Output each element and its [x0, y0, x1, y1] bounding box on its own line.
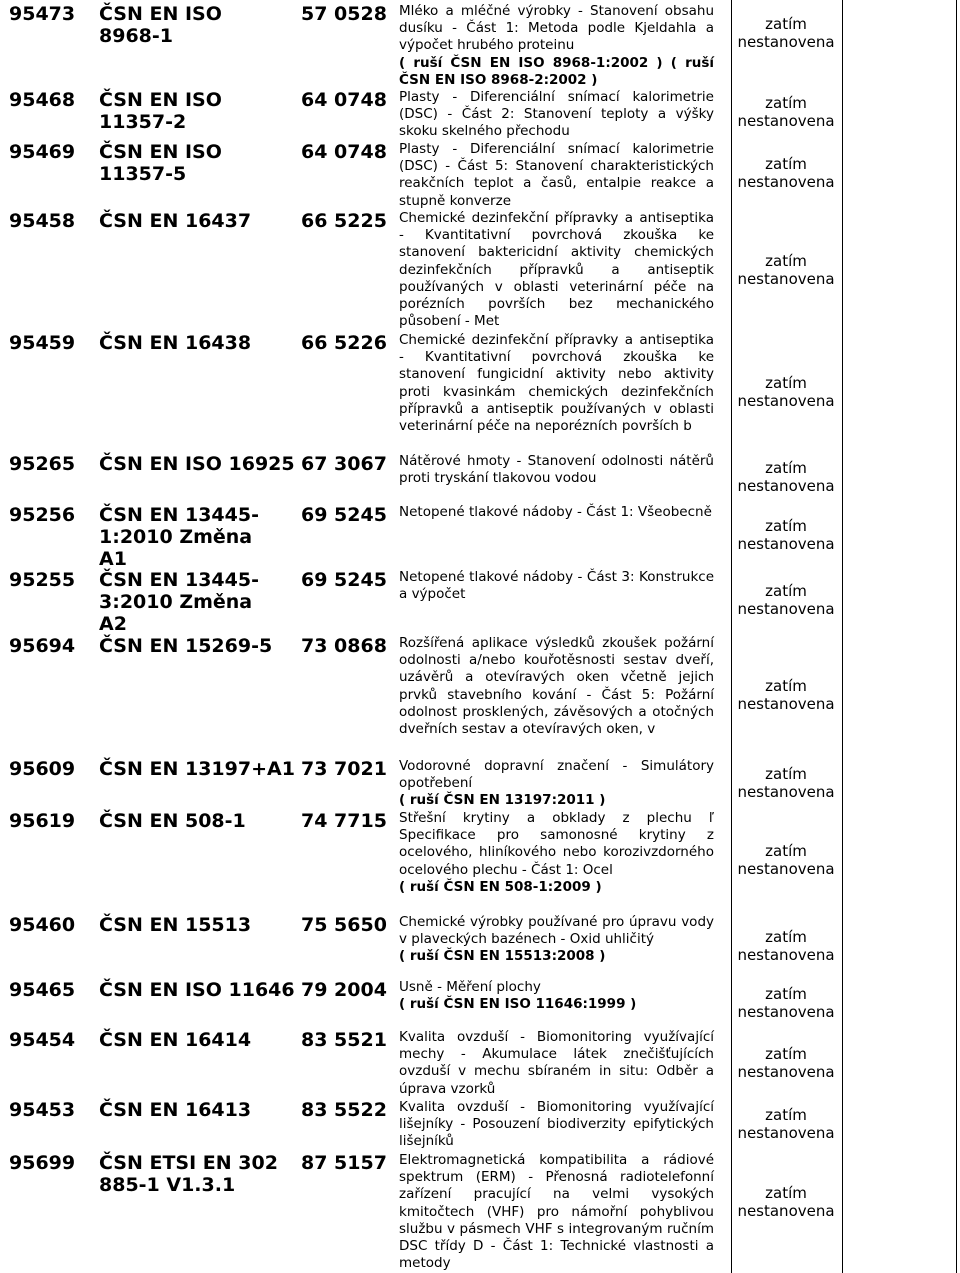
row-id: 95255 — [9, 569, 76, 591]
standard-title — [399, 1029, 714, 1098]
standard-number: ČSN EN ISO 16925 — [99, 453, 295, 475]
status-cell — [731, 15, 841, 51]
status-text: zatím nestanovena — [737, 677, 835, 713]
title-text: Chemické dezinfekční přípravky a antiseptika - Kvantitativní povrchová zkouška ke stanovení fungicidní aktivity nebo aktivity proti kvasinkám chemických dezinfekčních přípravků a antiseptik používaných v oblasti veterinární péče na neporézních površích b — [399, 332, 714, 435]
status-text: zatím nestanovena — [737, 15, 835, 51]
standard-title — [399, 504, 714, 521]
row-id: 95694 — [9, 635, 76, 657]
status-text: zatím nestanovena — [737, 1045, 835, 1081]
status-text: zatím nestanovena — [737, 459, 835, 495]
title-text: Vodorovné dopravní značení - Simulátory opotřebení — [399, 758, 714, 792]
replaces-text: ( ruší ČSN EN 15513:2008 ) — [399, 948, 606, 965]
row-id: 95460 — [9, 914, 76, 936]
row-id: 95256 — [9, 504, 76, 526]
row-id: 95468 — [9, 89, 76, 111]
standard-number: ČSN EN 16414 — [99, 1029, 252, 1051]
standard-title — [399, 1099, 714, 1151]
title-text: Chemické dezinfekční přípravky a antiseptika - Kvantitativní povrchová zkouška ke stanovení baktericidní aktivity chemických dezinfekčních přípravků a antiseptik používaných v oblasti veterinární péče na porézních površích bez mechanického působení - Met — [399, 210, 714, 330]
standard-number: ČSN EN 13197+A1 — [99, 758, 295, 780]
title-text: Netopené tlakové nádoby - Část 3: Konstrukce a výpočet — [399, 569, 714, 603]
standard-title — [399, 979, 714, 1013]
standard-title — [399, 89, 714, 141]
table-right-border — [956, 0, 957, 1273]
row-id: 95458 — [9, 210, 76, 232]
standard-title — [399, 1152, 714, 1272]
standard-title — [399, 141, 714, 210]
status-cell — [731, 459, 841, 495]
status-cell — [731, 1184, 841, 1220]
status-text: zatím nestanovena — [737, 928, 835, 964]
status-cell — [731, 252, 841, 288]
classification-code: 66 5226 — [301, 332, 387, 354]
classification-code: 69 5245 — [301, 504, 387, 526]
status-text: zatím nestanovena — [737, 1106, 835, 1142]
standard-number: ČSN EN ISO 11646 — [99, 979, 295, 1001]
title-text: Mléko a mléčné výrobky - Stanovení obsahu dusíku - Část 1: Metoda podle Kjeldahla a výpočet hrubého proteinu — [399, 3, 714, 54]
status-cell — [731, 842, 841, 878]
status-cell — [731, 517, 841, 553]
standard-title — [399, 758, 714, 810]
row-id: 95454 — [9, 1029, 76, 1051]
row-id: 95473 — [9, 3, 76, 25]
status-text: zatím nestanovena — [737, 374, 835, 410]
standard-number: ČSN EN ISO 11357-2 — [99, 89, 222, 133]
row-id: 95265 — [9, 453, 76, 475]
standard-number: ČSN EN 15513 — [99, 914, 252, 936]
classification-code: 57 0528 — [301, 3, 387, 25]
standard-title — [399, 810, 714, 896]
title-text: Plasty - Diferenciální snímací kalorimetrie (DSC) - Část 2: Stanovení teploty a výšky skoku skelného přechodu — [399, 89, 714, 140]
status-text: zatím nestanovena — [737, 517, 835, 553]
classification-code: 74 7715 — [301, 810, 387, 832]
standard-title — [399, 332, 714, 435]
replaces-text: ( ruší ČSN EN ISO 11646:1999 ) — [399, 996, 637, 1013]
status-cell — [731, 677, 841, 713]
standard-number: ČSN EN 13445-1:2010 Změna A1 — [99, 504, 259, 570]
standard-number: ČSN EN 508-1 — [99, 810, 246, 832]
standard-number: ČSN EN 13445-3:2010 Změna A2 — [99, 569, 259, 635]
status-cell — [731, 928, 841, 964]
classification-code: 73 0868 — [301, 635, 387, 657]
title-text: Netopené tlakové nádoby - Část 1: Všeobecně — [399, 504, 712, 520]
title-text: Nátěrové hmoty - Stanovení odolnosti nátěrů proti tryskání tlakovou vodou — [399, 453, 714, 487]
row-id: 95453 — [9, 1099, 76, 1121]
classification-code: 83 5521 — [301, 1029, 387, 1051]
classification-code: 66 5225 — [301, 210, 387, 232]
standard-number: ČSN EN ISO 11357-5 — [99, 141, 222, 185]
standard-title — [399, 453, 714, 487]
standard-number: ČSN EN 16413 — [99, 1099, 252, 1121]
status-cell — [731, 765, 841, 801]
classification-code: 75 5650 — [301, 914, 387, 936]
status-text: zatím nestanovena — [737, 842, 835, 878]
classification-code: 87 5157 — [301, 1152, 387, 1174]
standard-number: ČSN EN 16438 — [99, 332, 252, 354]
row-id: 95699 — [9, 1152, 76, 1174]
status-text: zatím nestanovena — [737, 155, 835, 191]
status-cell — [731, 1045, 841, 1081]
title-text: Kvalita ovzduší - Biomonitoring využívající mechy - Akumulace látek znečišťujících ovzduší v mechu sbíraném in situ: Odběr a úprava vzorků — [399, 1029, 714, 1097]
classification-code: 64 0748 — [301, 141, 387, 163]
classification-code: 83 5522 — [301, 1099, 387, 1121]
status-text: zatím nestanovena — [737, 582, 835, 618]
replaces-text: ( ruší ČSN EN 508-1:2009 ) — [399, 878, 602, 895]
status-cell — [731, 582, 841, 618]
status-cell — [731, 1106, 841, 1142]
status-text: zatím nestanovena — [737, 252, 835, 288]
row-id: 95469 — [9, 141, 76, 163]
classification-code: 69 5245 — [301, 569, 387, 591]
standard-title — [399, 210, 714, 330]
row-id: 95465 — [9, 979, 76, 1001]
title-text: Chemické výrobky používané pro úpravu vody v plaveckých bazénech - Oxid uhličitý — [399, 914, 714, 948]
standard-title — [399, 914, 714, 966]
row-id: 95609 — [9, 758, 76, 780]
row-id: 95619 — [9, 810, 76, 832]
replaces-text: ( ruší ČSN EN 13197:2011 ) — [399, 792, 606, 809]
status-cell — [731, 94, 841, 130]
standard-number: ČSN EN 16437 — [99, 210, 252, 232]
standard-number: ČSN EN ISO 8968-1 — [99, 3, 222, 47]
title-text: Kvalita ovzduší - Biomonitoring využívající lišejníky - Posouzení biodiverzity epifytických lišejníků — [399, 1099, 714, 1150]
title-text: Elektromagnetická kompatibilita a rádiové spektrum (ERM) - Přenosná radiotelefonní zařízení pracující na velmi vysokých kmitočtech (VHF) pro námořní pohyblivou službu v pásmech VHF s integrovaným ručním DSC třídy D - Část 1: Technické vlastnosti a metody — [399, 1152, 714, 1272]
status-cell — [731, 374, 841, 410]
replaces-text: ( ruší ČSN EN ISO 8968-1:2002 ) ( ruší ČSN EN ISO 8968-2:2002 ) — [399, 54, 714, 88]
standard-number: ČSN ETSI EN 302 885-1 V1.3.1 — [99, 1152, 278, 1196]
title-text: Rozšířená aplikace výsledků zkoušek požární odolnosti a/nebo kouřotěsnosti sestav dveří, uzávěrů a otevíravých oken včetně jejich prvků stavebního kování - Část 5: Požární odolnost prosklených, závěsových a otočných dveřních sestav a otevíravých oken, v — [399, 635, 714, 738]
column-divider — [842, 0, 843, 1273]
status-cell — [731, 985, 841, 1021]
status-text: zatím nestanovena — [737, 985, 835, 1021]
standards-table — [7, 0, 958, 1273]
standard-title — [399, 635, 714, 738]
classification-code: 64 0748 — [301, 89, 387, 111]
classification-code: 73 7021 — [301, 758, 387, 780]
standard-title — [399, 569, 714, 603]
status-text: zatím nestanovena — [737, 94, 835, 130]
classification-code: 67 3067 — [301, 453, 387, 475]
status-cell — [731, 155, 841, 191]
title-text: Střešní krytiny a obklady z plechu ľ Specifikace pro samonosné krytiny z ocelového, hliníkového nebo korozivzdorného ocelového plechu - Část 1: Ocel — [399, 810, 714, 878]
standard-number: ČSN EN 15269-5 — [99, 635, 273, 657]
title-text: Plasty - Diferenciální snímací kalorimetrie (DSC) - Část 5: Stanovení charakteristických reakčních teplot a časů, entalpie reakce a stupně konverze — [399, 141, 714, 209]
row-id: 95459 — [9, 332, 76, 354]
status-text: zatím nestanovena — [737, 1184, 835, 1220]
classification-code: 79 2004 — [301, 979, 387, 1001]
title-text: Usně - Měření plochy — [399, 979, 541, 995]
standard-title — [399, 3, 714, 89]
status-text: zatím nestanovena — [737, 765, 835, 801]
